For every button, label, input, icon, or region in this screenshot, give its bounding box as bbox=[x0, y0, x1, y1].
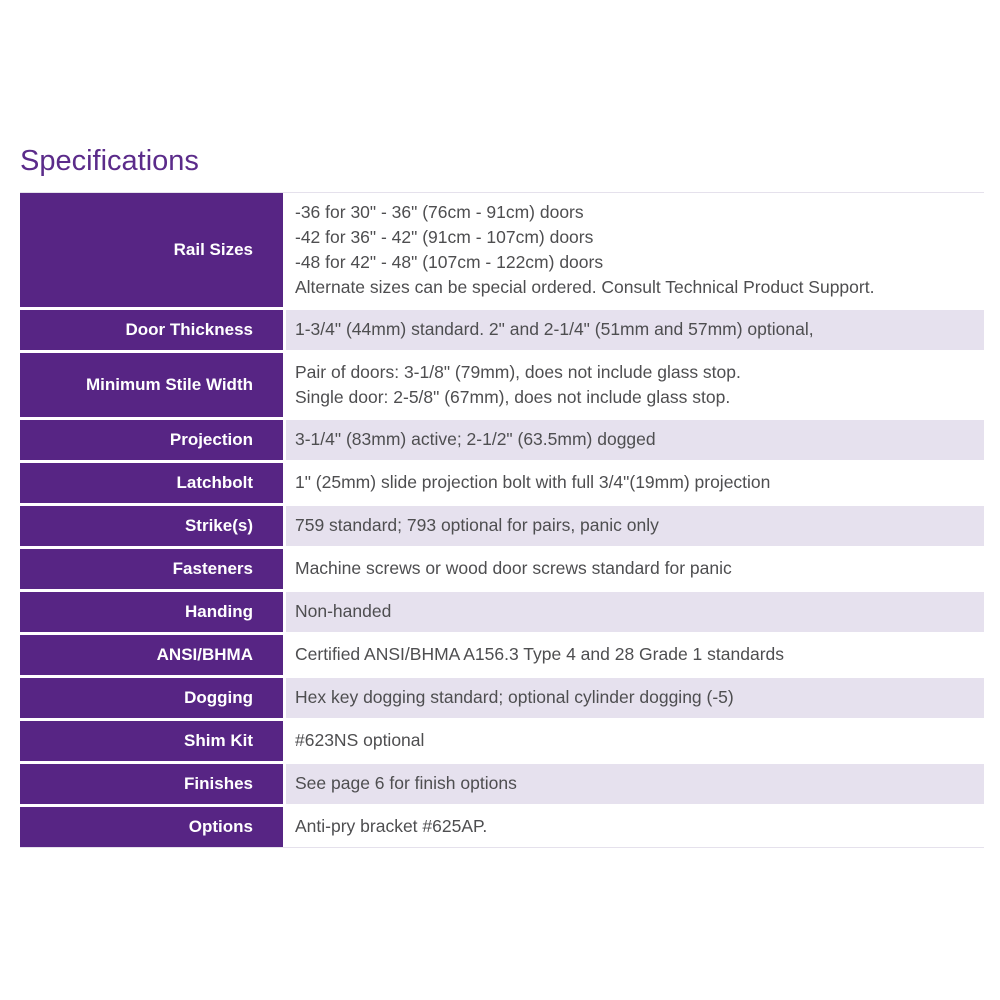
page-title: Specifications bbox=[20, 145, 199, 177]
spec-value-cell bbox=[286, 310, 984, 350]
spec-value-cell bbox=[286, 193, 984, 307]
spec-value-cell bbox=[286, 592, 984, 632]
spec-value-line: 1" (25mm) slide projection bolt with full 3/4"(19mm) projection bbox=[295, 472, 771, 493]
spec-label-cell: Projection bbox=[20, 420, 283, 460]
spec-label-cell: Fasteners bbox=[20, 549, 283, 589]
spec-label-cell: Minimum Stile Width bbox=[20, 353, 283, 417]
spec-value-line: 3-1/4" (83mm) active; 2-1/2" (63.5mm) dogged bbox=[295, 429, 656, 450]
spec-value-line: Certified ANSI/BHMA A156.3 Type 4 and 28 Grade 1 standards bbox=[295, 644, 785, 665]
spec-value-line: Pair of doors: 3-1/8" (79mm), does not include glass stop. bbox=[295, 361, 741, 382]
spec-label-cell: ANSI/BHMA bbox=[20, 635, 283, 675]
spec-label-cell: Shim Kit bbox=[20, 721, 283, 761]
spec-value-line: Single door: 2-5/8" (67mm), does not include glass stop. bbox=[295, 386, 731, 407]
spec-value-cell bbox=[286, 721, 984, 761]
spec-content bbox=[20, 146, 984, 848]
spec-value-line: 1-3/4" (44mm) standard. 2" and 2-1/4" (51mm and 57mm) optional, bbox=[295, 319, 814, 340]
spec-label-cell: Door Thickness bbox=[20, 310, 283, 350]
spec-label-cell: Dogging bbox=[20, 678, 283, 718]
spec-value-cell bbox=[286, 463, 984, 503]
spec-value-cell bbox=[286, 764, 984, 804]
spec-value-line: Machine screws or wood door screws standard for panic bbox=[295, 558, 732, 579]
spec-value-line: Anti-pry bracket #625AP. bbox=[295, 816, 488, 837]
spec-label-cell: Strike(s) bbox=[20, 506, 283, 546]
spec-value-cell bbox=[286, 807, 984, 847]
spec-value-line: Hex key dogging standard; optional cylinder dogging (-5) bbox=[295, 687, 734, 708]
spec-label-cell: Latchbolt bbox=[20, 463, 283, 503]
spec-value-cell bbox=[286, 635, 984, 675]
spec-table bbox=[20, 192, 984, 848]
spec-value-line: -36 for 30" - 36" (76cm - 91cm) doors bbox=[295, 201, 584, 222]
spec-value-line: #623NS optional bbox=[295, 730, 425, 751]
spec-value-cell bbox=[286, 420, 984, 460]
spec-value-cell bbox=[286, 678, 984, 718]
spec-value-cell bbox=[286, 549, 984, 589]
spec-value-line: See page 6 for finish options bbox=[295, 773, 517, 794]
spec-value-line: 759 standard; 793 optional for pairs, panic only bbox=[295, 515, 659, 536]
spec-value-cell bbox=[286, 506, 984, 546]
spec-value-line: -42 for 36" - 42" (91cm - 107cm) doors bbox=[295, 226, 594, 247]
spec-label-cell: Finishes bbox=[20, 764, 283, 804]
spec-value-line: Alternate sizes can be special ordered. Consult Technical Product Support. bbox=[295, 276, 875, 297]
spec-label-cell: Rail Sizes bbox=[20, 193, 283, 307]
spec-value-line: Non-handed bbox=[295, 601, 392, 622]
spec-value-cell bbox=[286, 353, 984, 417]
spec-label-cell: Options bbox=[20, 807, 283, 847]
spec-value-line: -48 for 42" - 48" (107cm - 122cm) doors bbox=[295, 251, 604, 272]
spec-label-cell: Handing bbox=[20, 592, 283, 632]
